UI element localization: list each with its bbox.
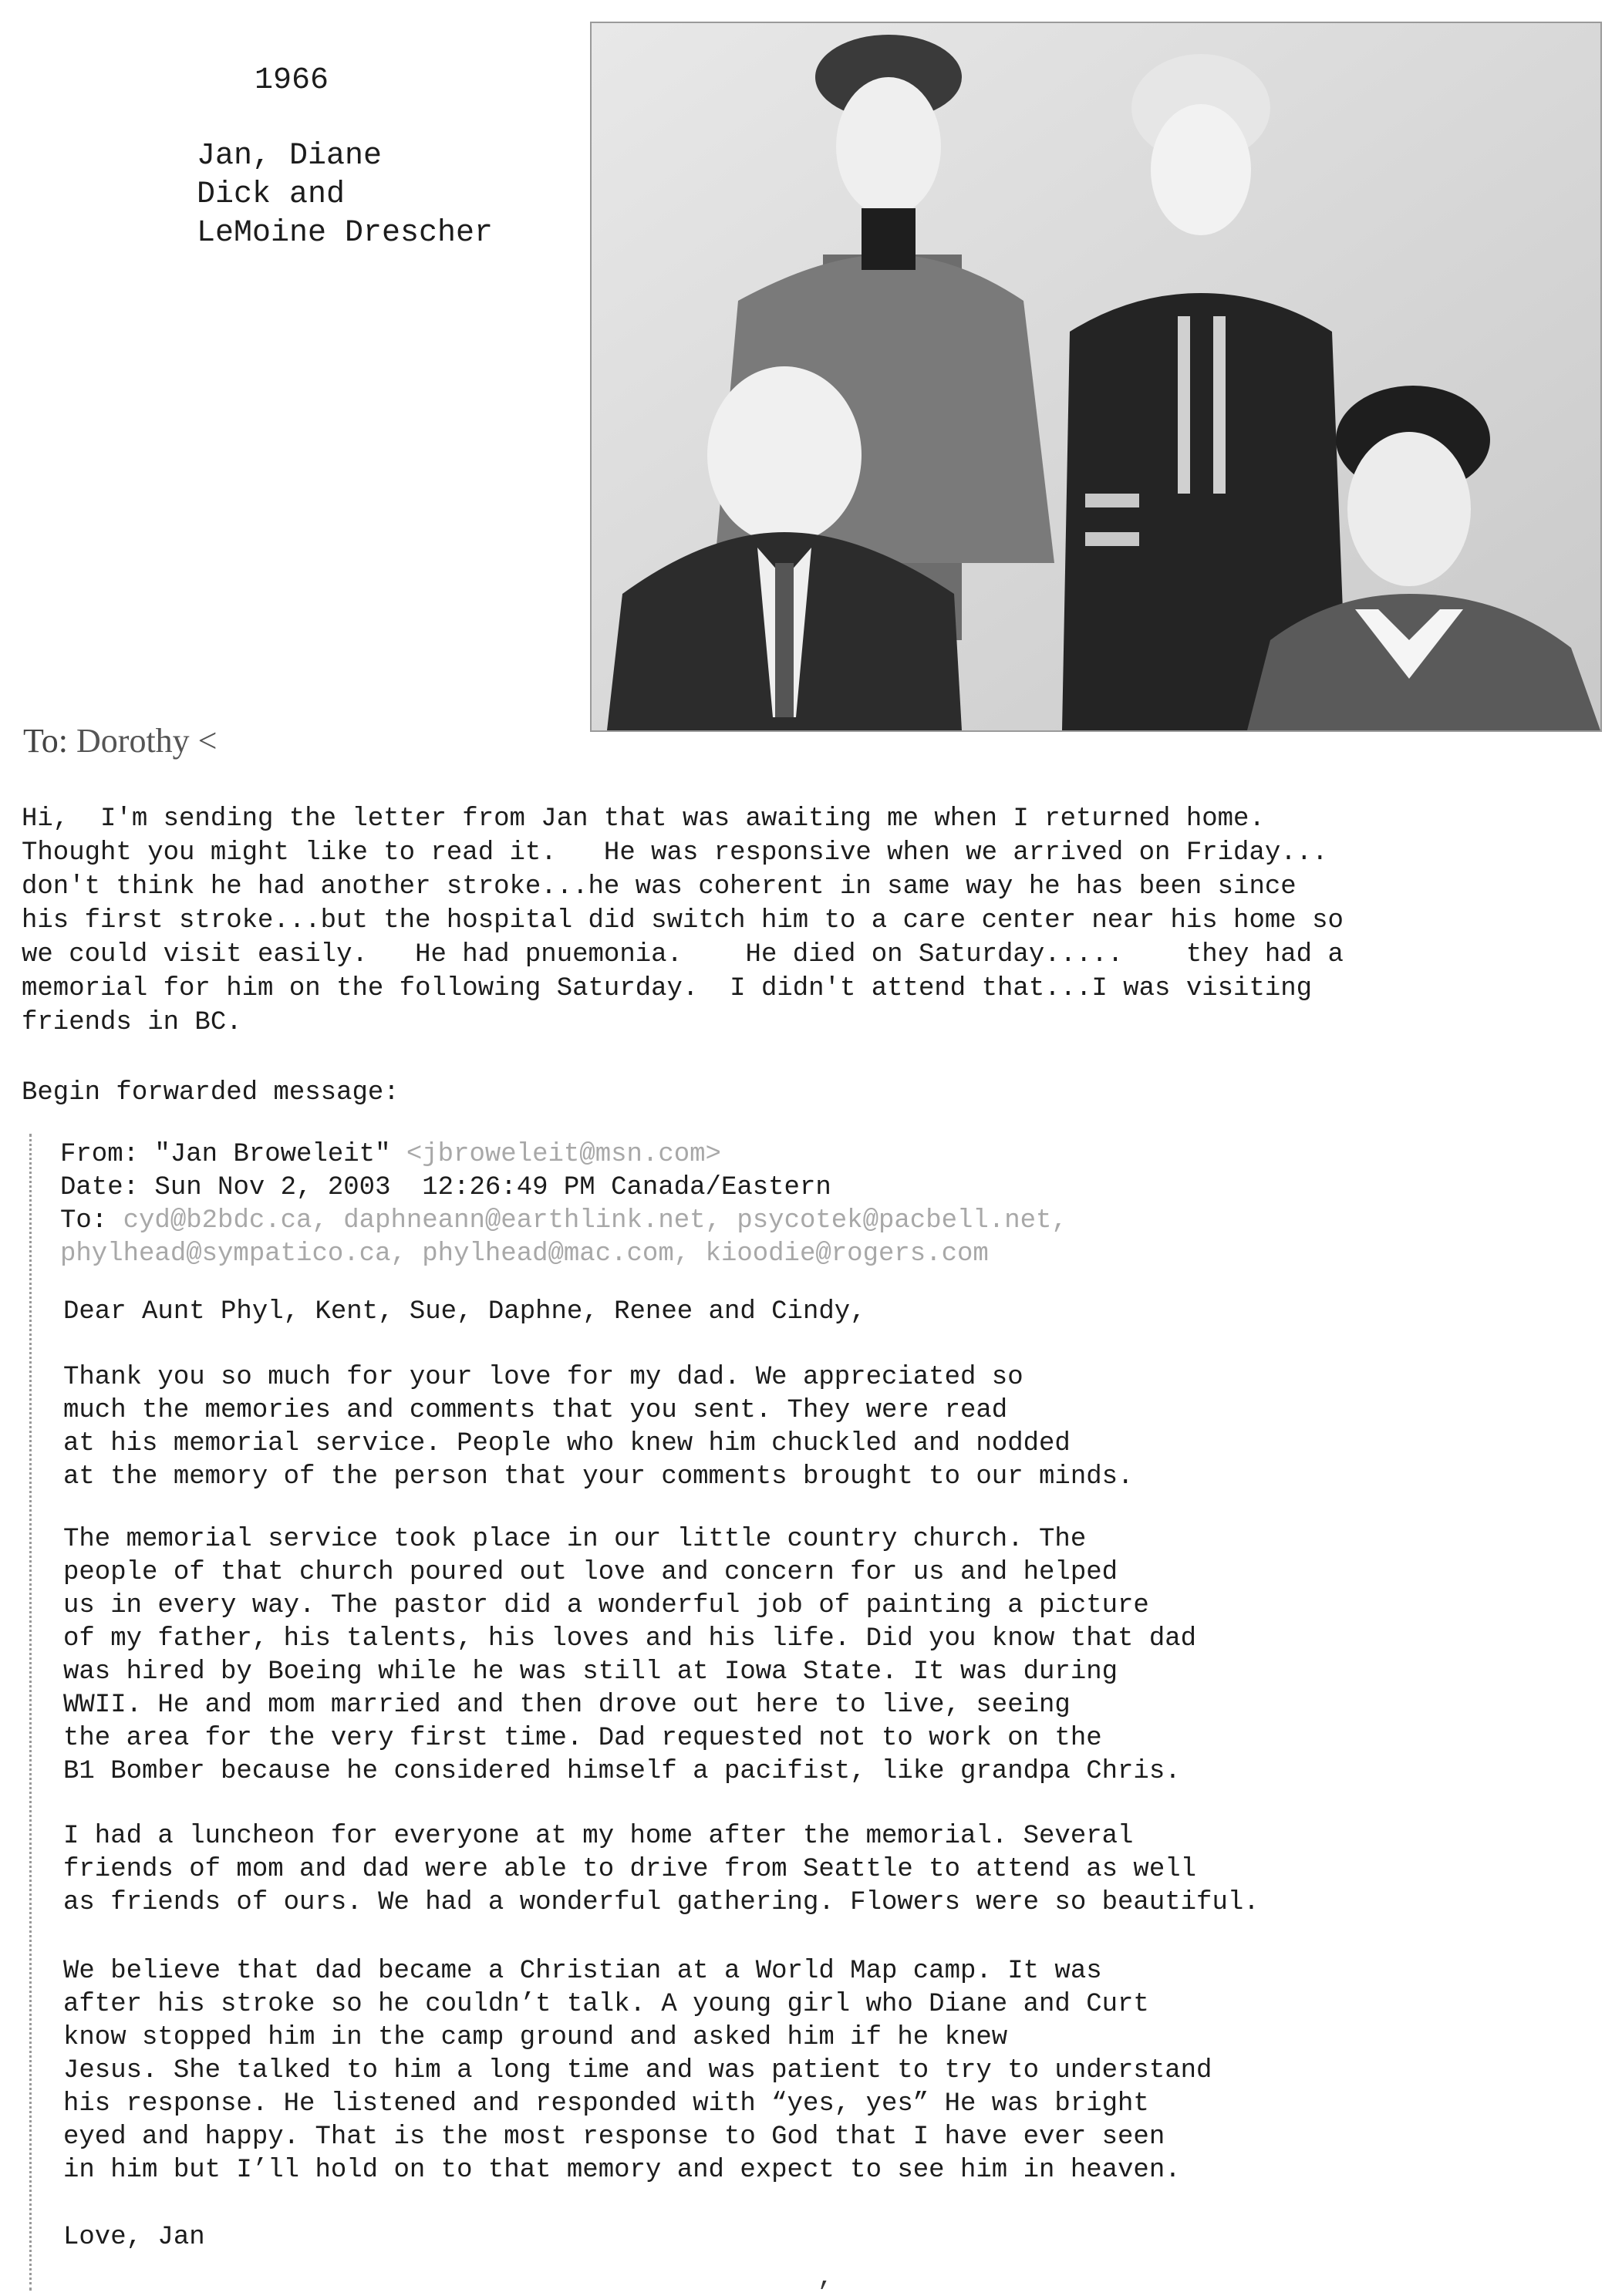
letter-paragraph: We believe that dad became a Christian at a World Map camp. It was after his stroke so he couldn’t talk. A young girl who Diane and Curt know stopped him in the camp ground and asked him if he knew Jesus. She talked to him a long time and was patient to try to understand his response. He listened and responded with “yes, yes” He was bright eyed and happy. That is the most response to God that I have ever seen in him but I’ll hold on to that memory and expect to see him in heaven. (63, 1957, 1212, 2185)
forwarded-label: Begin forwarded message: (22, 1078, 400, 1108)
recipient-label: To: (23, 722, 69, 760)
letter-greeting: Dear Aunt Phyl, Kent, Sue, Daphne, Renee and Cindy, (63, 1297, 866, 1327)
recipient-line (23, 721, 218, 760)
caption-line: Dick and (197, 177, 346, 212)
family-photo (590, 22, 1602, 732)
intro-message: Hi, I'm sending the letter from Jan that was awaiting me when I returned home. Thought you might like to read it. He was responsive when we arrived on Friday... don't think he had another stroke...he was coherent in same way he has been since his first stroke...but the hospital did switch him to a care center near his home so we could visit easily. He had pnuemonia. He died on Saturday..... they had a memorial for him on the following Saturday. I didn't attend that...I was visiting friends in BC. (22, 804, 1344, 1037)
letter-paragraph: I had a luncheon for everyone at my home after the memorial. Several friends of mom and dad were able to drive from Seattle to attend as well as friends of ours. We had a wonderful gathering. Flowers were so beautiful. (63, 1822, 1259, 1917)
from-name: "Jan Broweleit" (154, 1140, 406, 1169)
from-label: From: (60, 1140, 155, 1169)
letter-signoff: Love, Jan (63, 2223, 205, 2252)
caption-line: LeMoine Drescher (197, 216, 494, 251)
from-email-link[interactable]: <jbroweleit@msn.com> (406, 1140, 721, 1169)
photo-caption (197, 62, 493, 253)
to-emails-link[interactable]: phylhead@sympatico.ca, phylhead@mac.com, kioodie@rogers.com (60, 1239, 989, 1269)
caption-year: 1966 (255, 63, 329, 98)
to-emails-link[interactable]: cyd@b2bdc.ca, daphneann@earthlink.net, psycotek@pacbell.net, (123, 1206, 1067, 1236)
date-value: Sun Nov 2, 2003 12:26:49 PM Canada/Eastern (154, 1173, 831, 1202)
quote-bar (29, 1134, 32, 2291)
date-label: Date: (60, 1173, 155, 1202)
recipient-value: Dorothy < (76, 722, 218, 760)
letter-paragraph: Thank you so much for your love for my dad. We appreciated so much the memories and comments that you sent. They were read at his memorial service. People who knew him chuckled and nodded at the memory of the person that your comments brought to our minds. (63, 1363, 1134, 1492)
stray-mark: , (818, 2264, 834, 2293)
caption-line: Jan, Diane (197, 139, 383, 174)
family-photo-illustration (592, 23, 1600, 730)
forwarded-headers (60, 1138, 1067, 1271)
letter-paragraph: The memorial service took place in our little country church. The people of that church poured out love and concern for us and helped us in every way. The pastor did a wonderful job of painting a picture of my father, his talents, his loves and his life. Did you know that dad was hired by Boeing while he was still at Iowa State. It was during WWII. He and mom married and then drove out here to live, seeing the area for the very first time. Dad requested not to work on the B1 Bomber because he considered himself a pacifist, like grandpa Chris. (63, 1525, 1197, 1786)
to-label: To: (60, 1206, 123, 1236)
